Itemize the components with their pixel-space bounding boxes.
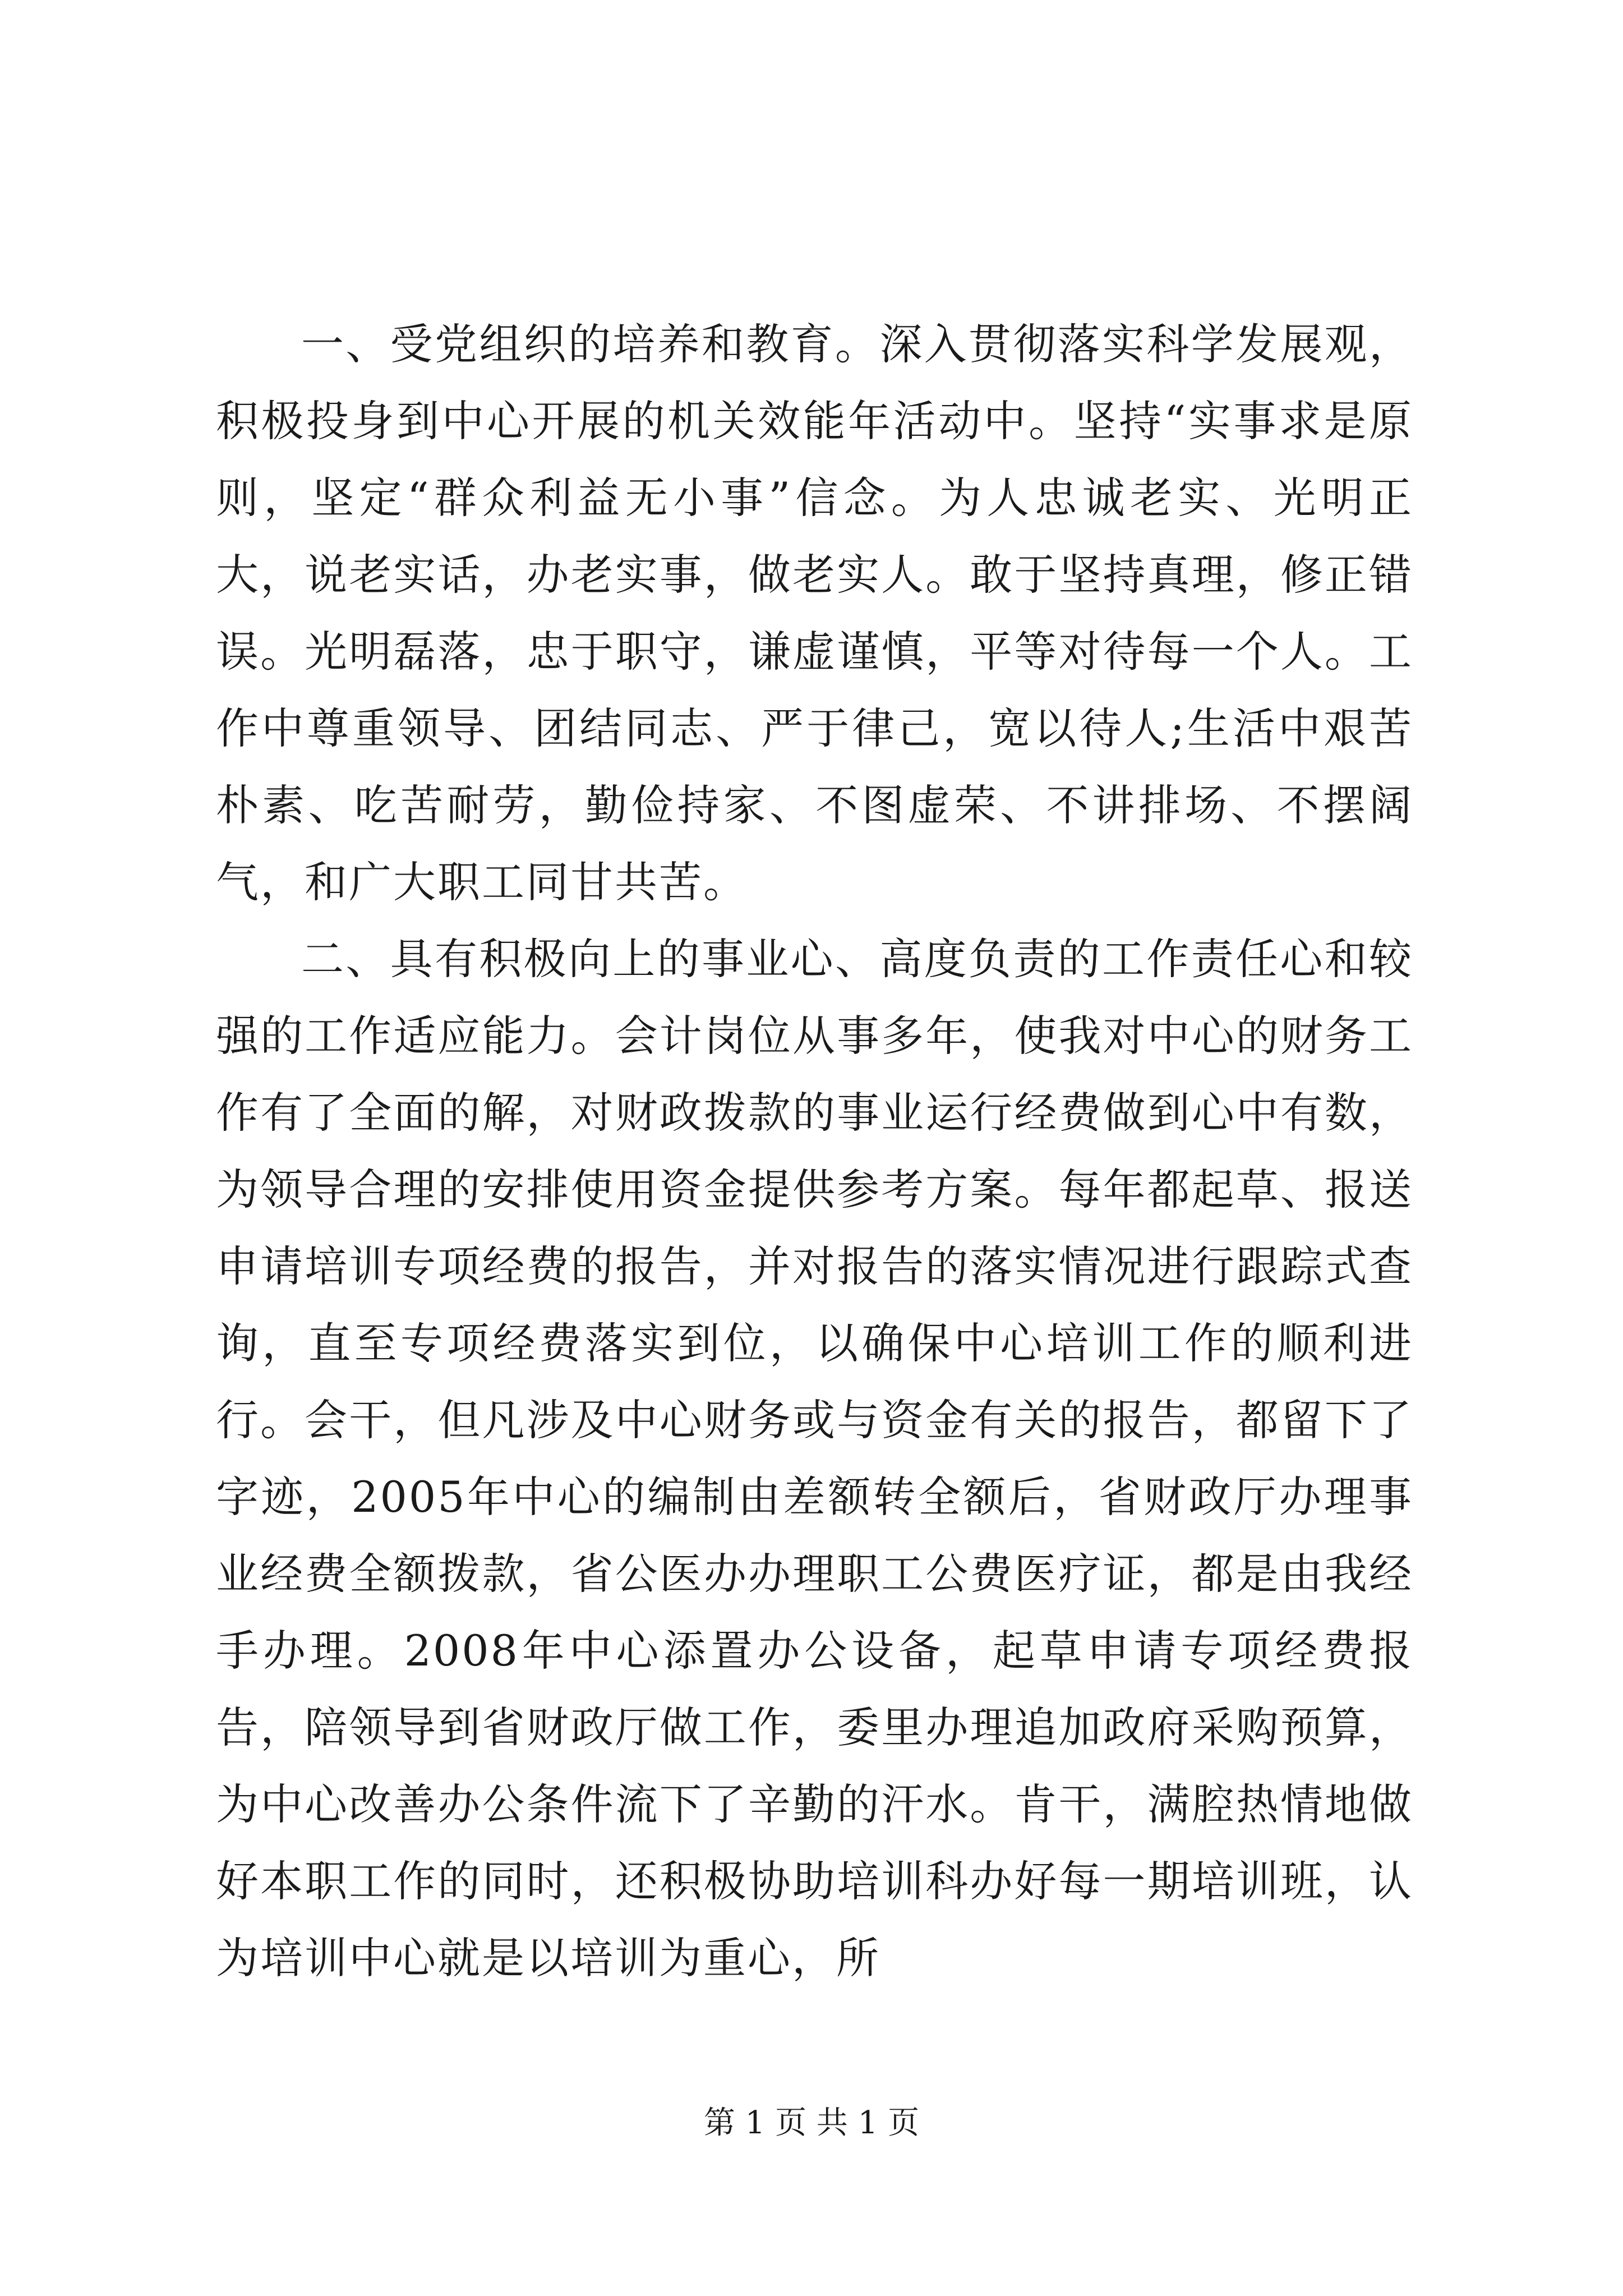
paragraph-2: 二、具有积极向上的事业心、高度负责的工作责任心和较强的工作适应能力。会计岗位从事多年，使我对中心的财务工作有了全面的解，对财政拨款的事业运行经费做到心中有数，为领导合理的安排使用资金提供参考方案。每年都起草、报送申请培训专项经费的报告，并对报告的落实情况进行跟踪式查询，直至专项经费落实到位，以确保中心培训工作的顺利进行。会干，但凡涉及中心财务或与资金有关的报告，都留下了字迹，2005年中心的编制由差额转全额后，省财政厅办理事业经费全额拨款，省公医办办理职工公费医疗证，都是由我经手办理。2008年中心添置办公设备，起草申请专项经费报告，陪领导到省财政厅做工作，委里办理追加政府采购预算，为中心改善办公条件流下了辛勤的汗水。肯干，满腔热情地做好本职工作的同时，还积极协助培训科办好每一期培训班，认为培训中心就是以培训为重心，所	[216, 934, 1413, 1983]
document-body	[216, 306, 1413, 1996]
paragraph-1: 一、受党组织的培养和教育。深入贯彻落实科学发展观，积极投身到中心开展的机关效能年活动中。坚持“实事求是原则，坚定“群众利益无小事”信念。为人忠诚老实、光明正大，说老实话，办老实事，做老实人。敢于坚持真理，修正错误。光明磊落，忠于职守，谦虚谨慎，平等对待每一个人。工作中尊重领导、团结同志、严于律己，宽以待人;生活中艰苦朴素、吃苦耐劳，勤俭持家、不图虚荣、不讲排场、不摆阔气，和广大职工同甘共苦。	[216, 319, 1413, 907]
page-footer: 第 1 页 共 1 页	[703, 2105, 920, 2141]
